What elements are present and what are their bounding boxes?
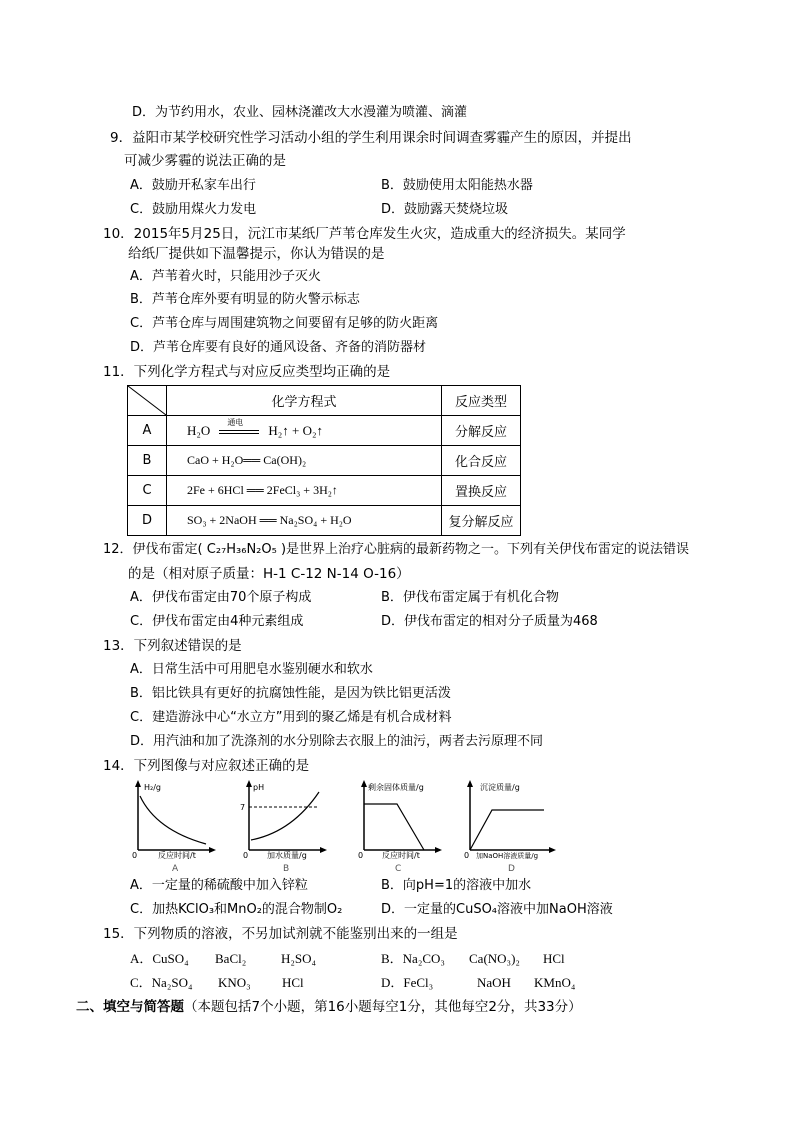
q15-a-3: H₂SO₄ [281,951,317,966]
table-row [128,476,521,506]
q15-d-1: D．FeCl₃ [381,975,434,990]
graph-a-xlabel: 反应时间/t [158,851,196,860]
equation-cell [167,416,442,446]
reactant: H₂O [187,422,211,438]
q13-option-a: A．日常生活中可用肥皂水鉴别硬水和软水 [130,662,373,677]
q15-option-a [130,950,316,968]
equation-cell: 2Fe + 6HCl ══ 2FeCl₃ + 3H₂↑ [167,476,442,506]
q12-option-a: A．伊伐布雷定由70个原子构成 [130,590,312,605]
condition-label: 通电 [227,417,244,427]
graph-c-xlabel: 反应时间/t [382,851,420,860]
graph-d-xlabel: 加NaOH溶液质量/g [476,852,539,860]
graph-b-tick: 7 [240,803,246,812]
table-row [128,446,521,476]
graph-c-ylabel: 剩余固体质量/g [368,783,424,792]
table-row [128,506,521,536]
q15-option-b [381,950,565,968]
q10-option-b: B．芦苇仓库外要有明显的防火警示标志 [130,292,360,307]
q13-option-d: D．用汽油和加了洗涤剂的水分别除去衣服上的油污，两者去污原理不同 [130,734,544,749]
graph-c [352,780,442,860]
table-header-row [128,386,521,416]
q9-option-b: B．鼓励使用太阳能热水器 [381,178,533,193]
reaction-type: 化合反应 [442,446,521,476]
q15-a-1: A．CuSO₄ [130,951,189,966]
q14-option-c: C．加热KClO₃和MnO₂的混合物制O₂ [130,902,343,917]
header-type: 反应类型 [442,386,521,416]
header-equation: 化学方程式 [167,386,442,416]
diagonal-line [128,386,166,415]
q12-stem: 12．伊伐布雷定( C₂₇H₃₆N₂O₅ )是世界上治疗心脏病的最新药物之一。下列有关伊伐布雷定的说法错误 [103,542,690,557]
reaction-type: 复分解反应 [442,506,521,536]
q10-stem: 10．2015年5月25日，沅江市某纸厂芦苇仓库发生火灾，造成重大的经济损失。某同学 [103,226,626,242]
reaction-type: 分解反应 [442,416,521,446]
products: H₂↑ + O₂↑ [268,422,323,438]
reaction-table [127,385,521,536]
q10-option-a: A．芦苇着火时，只能用沙子灭火 [130,269,321,284]
q15-d-3: KMnO₄ [534,975,576,990]
row-label: A [128,416,167,446]
q15-d-2: NaOH [477,975,511,990]
section-2-title: 二、填空与简答题 [76,999,184,1015]
graph-a-ylabel: H₂/g [144,783,161,792]
equation-cell: SO₃ + 2NaOH ══ Na₂SO₄ + H₂O [167,506,442,536]
q15-a-2: BaCl₂ [215,951,247,966]
graph-c-tag: C [395,864,402,874]
graph-a-origin: 0 [132,851,138,860]
equals-bar [219,430,259,434]
q15-option-c [130,974,304,992]
section-2-heading [76,998,582,1016]
q14-option-d: D．一定量的CuSO₄溶液中加NaOH溶液 [381,902,613,917]
q15-c-3: HCl [282,975,304,990]
q15-c-1: C．Na₂SO₄ [130,975,193,990]
reaction-type: 置换反应 [442,476,521,506]
table-row [128,416,521,446]
graph-a [126,780,216,860]
q15-b-2: Ca(NO₃)₂ [469,951,520,966]
graph-d [458,780,558,860]
graph-d-origin: 0 [464,851,470,860]
q15-option-d [381,974,575,992]
q9-option-a: A．鼓励开私家车出行 [130,178,256,193]
graph-d-tag: D [508,864,515,874]
row-label: B [128,446,167,476]
q12-option-d: D．伊伐布雷定的相对分子质量为468 [381,614,598,629]
q10-stem-cont: 给纸厂提供如下温馨提示，你认为错误的是 [128,246,385,262]
q14-option-a: A．一定量的稀硫酸中加入锌粒 [130,878,308,893]
q15-b-3: HCl [543,951,565,966]
graph-d-ylabel: 沉淀质量/g [480,783,520,792]
q9-option-d: D．鼓励露天焚烧垃圾 [381,202,509,217]
graph-a-tag: A [172,864,179,874]
diagonal-corner-cell [128,386,167,416]
q9-stem-cont: 可减少雾霾的说法正确的是 [124,153,286,169]
graph-c-origin: 0 [358,851,364,860]
q15-stem: 15．下列物质的溶液，不另加试剂就不能鉴别出来的一组是 [103,926,458,942]
q9-stem: 9．益阳市某学校研究性学习活动小组的学生利用课余时间调查雾霾产生的原因，并提出 [110,130,632,146]
graph-b-tag: B [283,864,290,874]
q8-option-d: D．为节约用水，农业、园林浇灌改大水漫灌为喷灌、滴灌 [132,105,468,120]
graph-b [237,780,327,860]
q13-option-b: B．铝比铁具有更好的抗腐蚀性能，是因为铁比铝更活泼 [130,686,451,701]
q13-option-c: C．建造游泳中心“水立方”用到的聚乙烯是有机合成材料 [130,710,452,725]
section-2-note: （本题包括7个小题，第16小题每空1分，其他每空2分，共33分） [184,999,582,1015]
q15-b-1: B．Na₂CO₃ [381,951,445,966]
q10-option-c: C．芦苇仓库与周围建筑物之间要留有足够的防火距离 [130,316,439,331]
q12-option-c: C．伊伐布雷定由4种元素组成 [130,614,304,629]
q13-stem: 13．下列叙述错误的是 [103,638,242,654]
q15-c-2: KNO₃ [218,975,251,990]
q12-stem-cont: 的是（相对原子质量：H-1 C-12 N-14 O-16） [128,566,410,582]
graph-b-xlabel: 加水质量/g [267,851,307,860]
condition-arrow [219,417,259,434]
q14-option-b: B．向pH=1的溶液中加水 [381,878,532,893]
q14-stem: 14．下列图像与对应叙述正确的是 [103,758,310,774]
graph-b-ylabel: pH [253,783,265,792]
q10-option-d: D．芦苇仓库要有良好的通风设备、齐备的消防器材 [130,340,427,355]
graph-b-origin: 0 [243,851,249,860]
q11-stem: 11．下列化学方程式与对应反应类型均正确的是 [103,364,391,380]
row-label: D [128,506,167,536]
q12-option-b: B．伊伐布雷定属于有机化合物 [381,590,559,605]
q9-option-c: C．鼓励用煤火力发电 [130,202,257,217]
equation-cell: CaO + H₂O══ Ca(OH)₂ [167,446,442,476]
row-label: C [128,476,167,506]
